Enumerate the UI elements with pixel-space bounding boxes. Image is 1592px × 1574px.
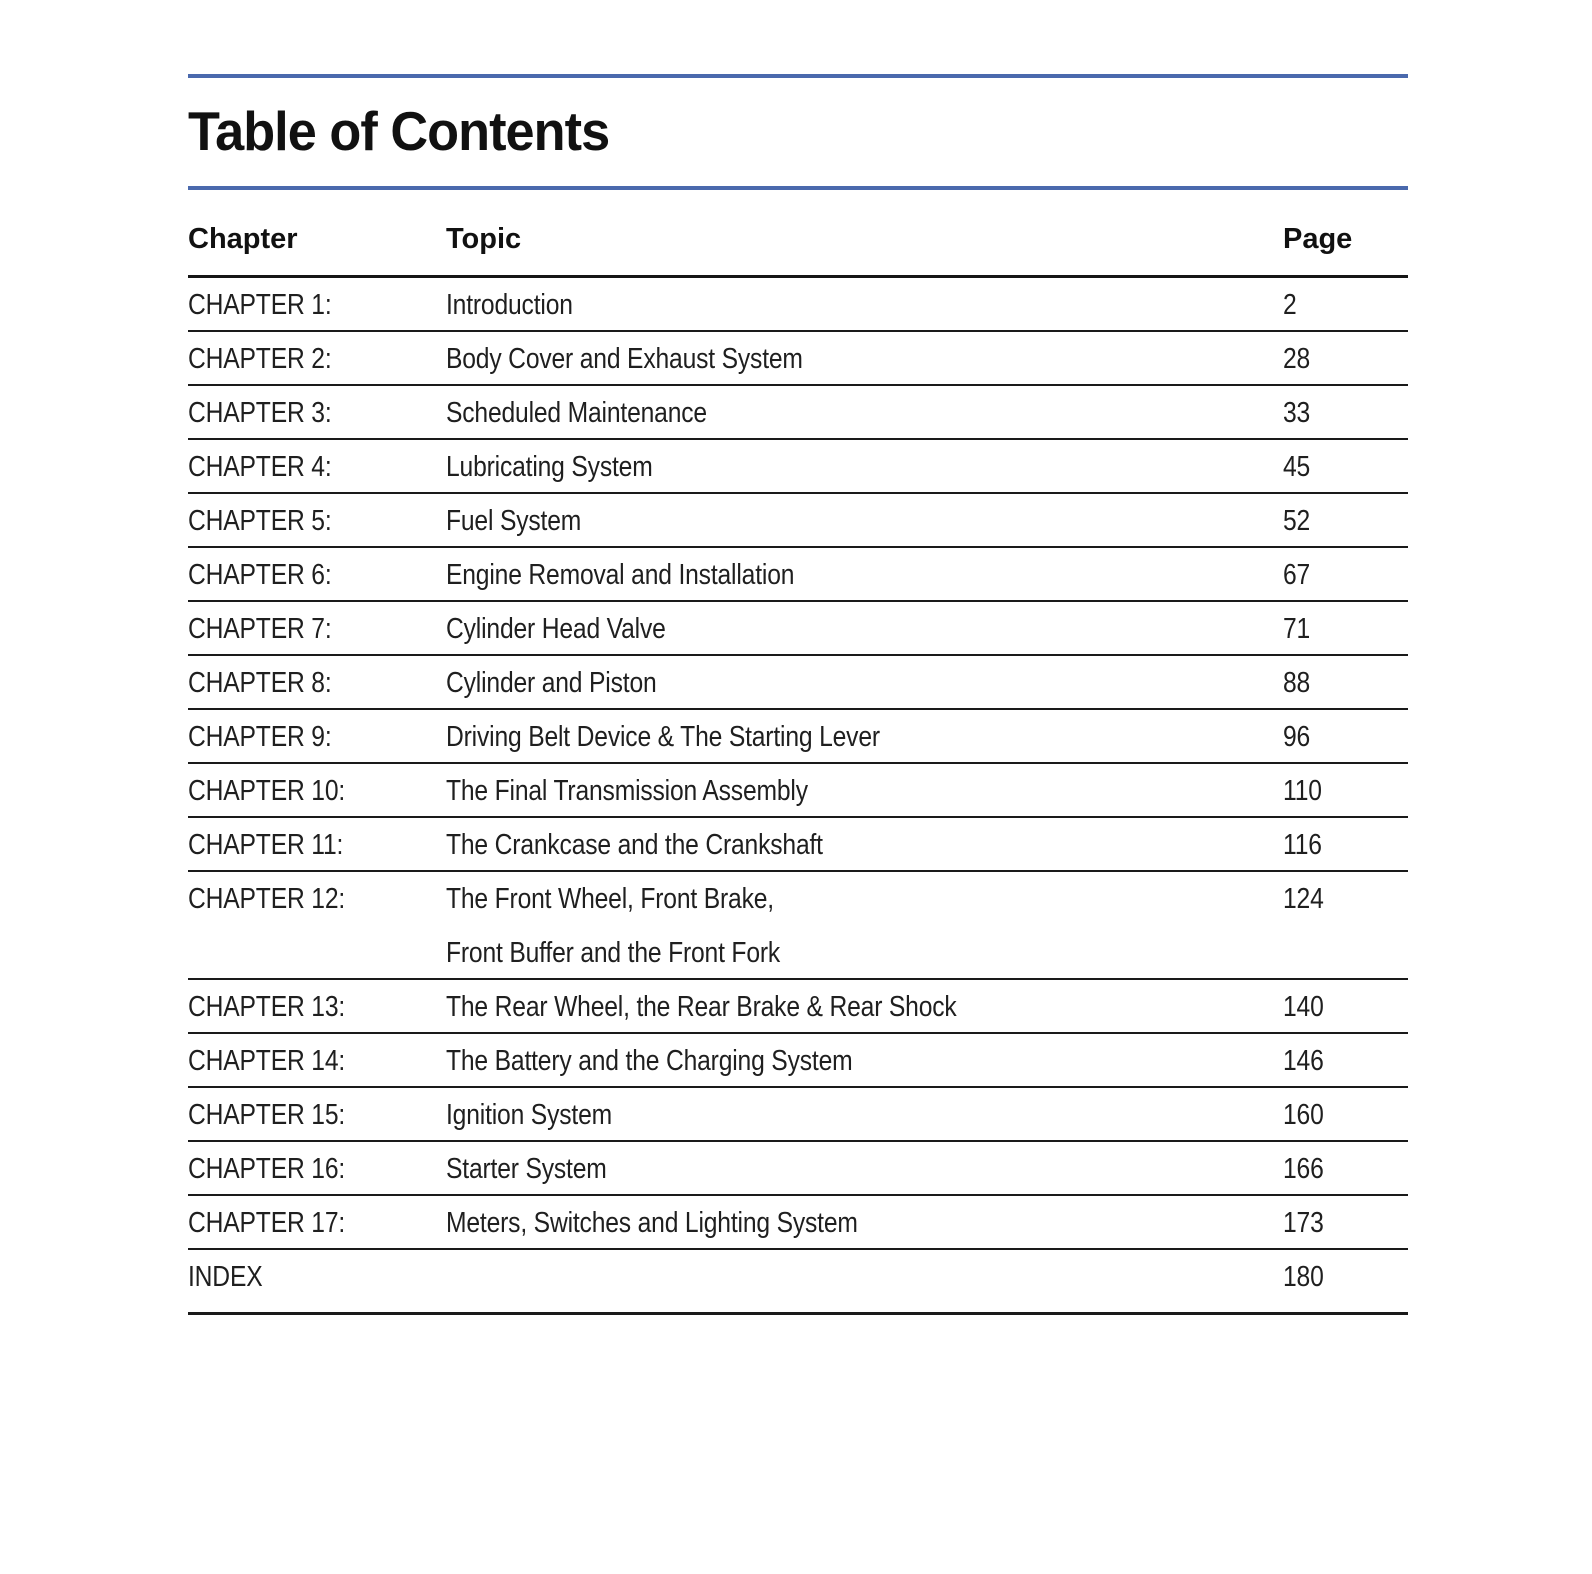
toc-chapter-cell: CHAPTER 16: (188, 1153, 346, 1185)
toc-row (188, 440, 1408, 494)
toc-topic-cell: Cylinder and Piston (446, 667, 657, 699)
toc-page-cell: 71 (1283, 613, 1311, 645)
toc-page-cell: 110 (1283, 775, 1322, 807)
toc-document (188, 74, 1408, 1315)
toc-row (188, 494, 1408, 548)
toc-row (188, 1196, 1408, 1250)
toc-chapter-cell: CHAPTER 5: (188, 505, 332, 537)
toc-chapter-cell: CHAPTER 14: (188, 1045, 346, 1077)
toc-header-row (188, 190, 1408, 278)
toc-chapter-cell: CHAPTER 6: (188, 559, 332, 591)
toc-chapter-cell: CHAPTER 10: (188, 775, 346, 807)
toc-topic-cell: Body Cover and Exhaust System (446, 343, 803, 375)
toc-page-cell: 96 (1283, 721, 1311, 753)
toc-page-cell: 146 (1283, 1045, 1324, 1077)
toc-row (188, 1142, 1408, 1196)
toc-chapter-cell: CHAPTER 7: (188, 613, 332, 645)
toc-chapter-cell: INDEX (188, 1261, 263, 1293)
toc-page-cell: 166 (1283, 1153, 1324, 1185)
toc-topic-cell: Cylinder Head Valve (446, 613, 666, 645)
toc-row (188, 1034, 1408, 1088)
toc-topic-cell: Engine Removal and Installation (446, 559, 795, 591)
toc-page-cell: 2 (1283, 289, 1297, 321)
toc-rows (188, 278, 1408, 1315)
toc-chapter-cell: CHAPTER 9: (188, 721, 332, 753)
toc-row (188, 1088, 1408, 1142)
toc-row (188, 764, 1408, 818)
toc-chapter-cell: CHAPTER 8: (188, 667, 332, 699)
toc-chapter-cell: CHAPTER 17: (188, 1207, 346, 1239)
toc-topic-cell: Driving Belt Device & The Starting Lever (446, 721, 880, 753)
toc-page-cell: 88 (1283, 667, 1311, 699)
toc-row (188, 278, 1408, 332)
toc-row (188, 980, 1408, 1034)
toc-topic-cell: The Battery and the Charging System (446, 1045, 853, 1077)
toc-row (188, 386, 1408, 440)
toc-page-cell: 45 (1283, 451, 1311, 483)
toc-chapter-cell: CHAPTER 3: (188, 397, 332, 429)
toc-topic-cell: Meters, Switches and Lighting System (446, 1207, 858, 1239)
toc-row (188, 332, 1408, 386)
toc-row (188, 656, 1408, 710)
toc-header-page: Page (1283, 223, 1353, 255)
toc-page-cell: 180 (1283, 1261, 1324, 1293)
toc-row (188, 548, 1408, 602)
toc-topic-cell: The Front Wheel, Front Brake, Front Buffer and the Front Fork (446, 883, 781, 969)
toc-topic-cell: Scheduled Maintenance (446, 397, 707, 429)
toc-row (188, 602, 1408, 656)
toc-chapter-cell: CHAPTER 12: (188, 883, 346, 915)
toc-page-cell: 140 (1283, 991, 1324, 1023)
toc-row (188, 818, 1408, 872)
toc-topic-cell: Ignition System (446, 1099, 612, 1131)
toc-page-cell: 67 (1283, 559, 1311, 591)
toc-page-cell: 116 (1283, 829, 1322, 861)
toc-topic-cell: Introduction (446, 289, 573, 321)
toc-page-cell: 160 (1283, 1099, 1324, 1131)
toc-topic-cell: Fuel System (446, 505, 582, 537)
toc-row (188, 710, 1408, 764)
toc-topic-cell: Starter System (446, 1153, 607, 1185)
toc-page-cell: 52 (1283, 505, 1311, 537)
toc-page-cell: 124 (1283, 883, 1324, 915)
toc-chapter-cell: CHAPTER 2: (188, 343, 332, 375)
toc-header-topic: Topic (446, 223, 522, 255)
toc-header-chapter: Chapter (188, 223, 298, 255)
toc-page-cell: 28 (1283, 343, 1311, 375)
toc-chapter-cell: CHAPTER 1: (188, 289, 332, 321)
toc-chapter-cell: CHAPTER 13: (188, 991, 346, 1023)
accent-rule-top (188, 74, 1408, 78)
toc-topic-cell: The Crankcase and the Crankshaft (446, 829, 823, 861)
page-title: Table of Contents (188, 100, 610, 162)
toc-topic-cell: Lubricating System (446, 451, 653, 483)
toc-topic-cell: The Final Transmission Assembly (446, 775, 808, 807)
toc-row (188, 1250, 1408, 1315)
toc-chapter-cell: CHAPTER 11: (188, 829, 344, 861)
toc-page-cell: 173 (1283, 1207, 1324, 1239)
toc-page-cell: 33 (1283, 397, 1311, 429)
toc-chapter-cell: CHAPTER 4: (188, 451, 332, 483)
toc-topic-cell: The Rear Wheel, the Rear Brake & Rear Shock (446, 991, 957, 1023)
toc-row (188, 872, 1408, 980)
toc-chapter-cell: CHAPTER 15: (188, 1099, 346, 1131)
